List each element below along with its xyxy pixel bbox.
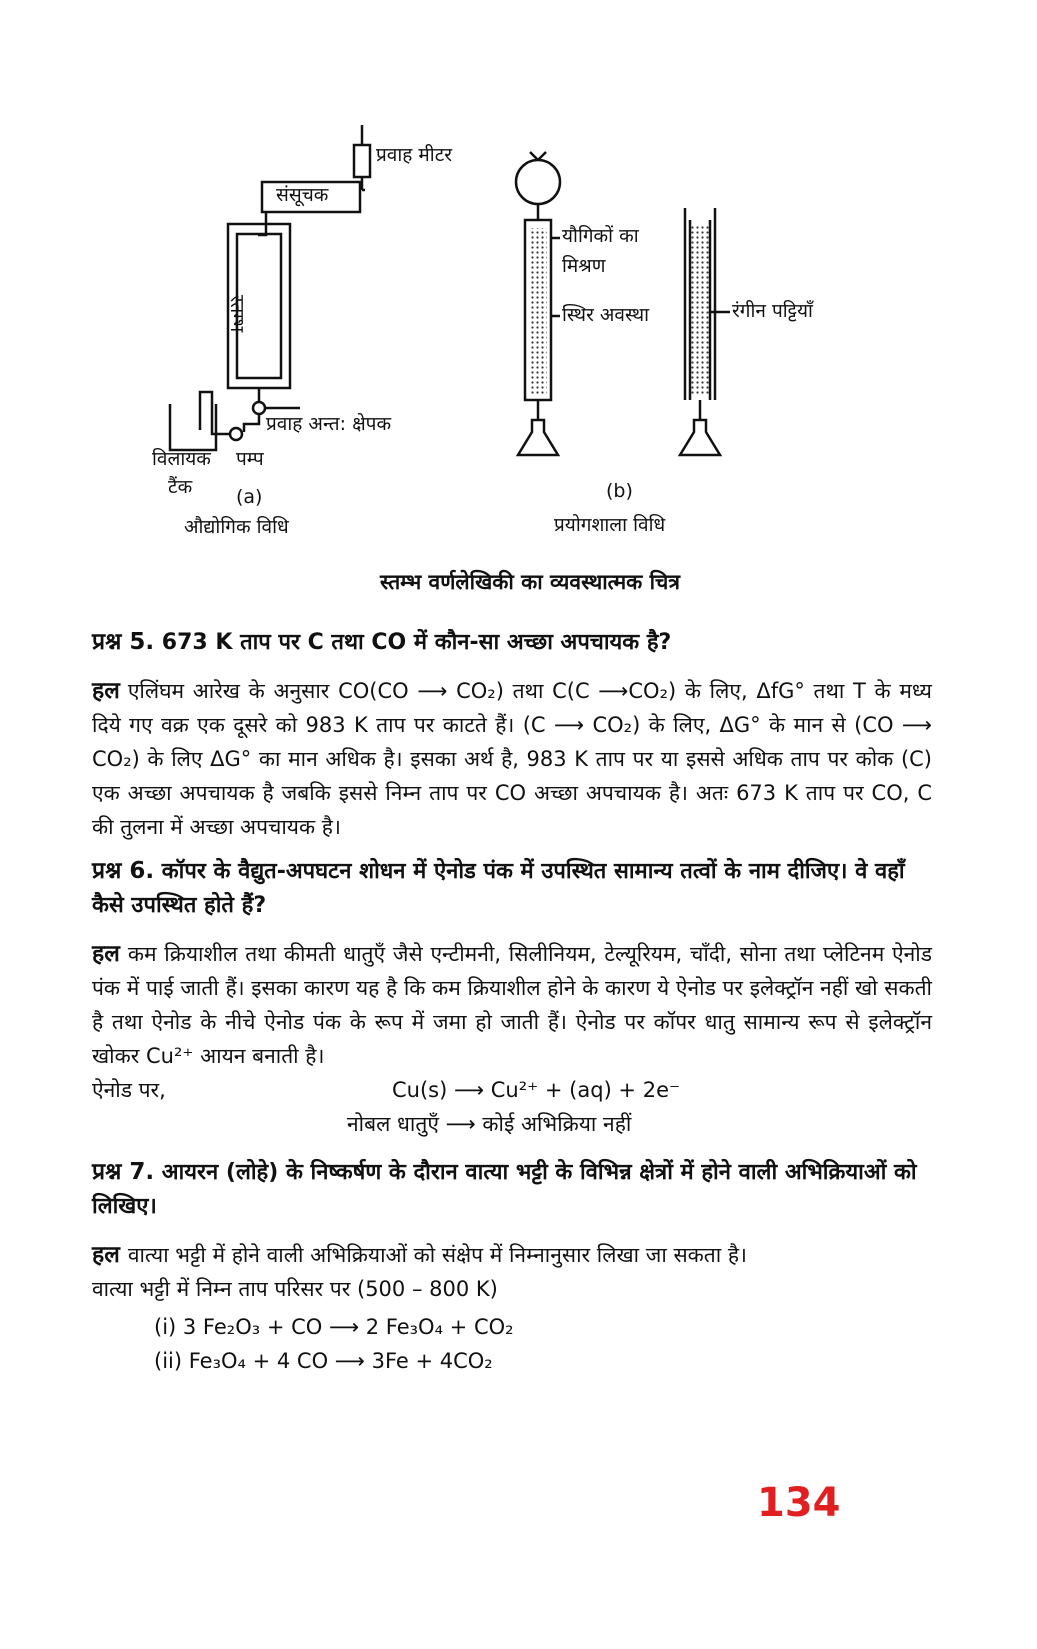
flask-1 (518, 420, 558, 455)
flow-meter-shape (354, 145, 370, 177)
question-7 (92, 1155, 932, 1224)
tank-shape (170, 404, 216, 450)
answer-5-text: एलिंघम आरेख के अनुसार CO(CO ⟶ CO₂) तथा C(C ⟶CO₂) के लिए, ΔfG° तथा T के मध्य दिये गए वक्र एक दूसरे को 983 K ताप पर काटते हैं। (C ⟶ CO₂) के लिए, ΔG° के मान से (CO ⟶ CO₂) के लिए ΔG° का मान अधिक है। इसका अर्थ है, 983 K ताप पर या इससे अधिक ताप पर कोक (C) एक अच्छा अपचायक है जबकि इससे निम्न ताप पर CO अच्छा अपचायक है। अतः 673 K ताप पर CO, C की तुलना में अच्छा अपचायक है। (92, 679, 932, 839)
answer-6-text: कम क्रियाशील तथा कीमती धातुएँ जैसे एन्टीमनी, सिलीनियम, टेल्यूरियम, चाँदी, सोना तथा प्लेटिनम ऐनोड पंक में पाई जाती हैं। इसका कारण यह है कि कम क्रियाशील होने के कारण ये ऐनोड पर इलेक्ट्रॉन नहीं खो सकती है तथा ऐनोड के नीचे ऐनोड पंक के रूप में जमा हो जाती हैं। ऐनोड पर कॉपर धातु सामान्य रूप से इलेक्ट्रॉन खोकर Cu²⁺ आयन बनाती है। (92, 942, 932, 1068)
funnel-bulb (516, 160, 560, 204)
answer-6-hal: हल (92, 941, 120, 967)
mixture-label-2: मिश्रण (562, 255, 606, 277)
question-5-number: प्रश्न 5. (92, 629, 155, 655)
question-7-number: प्रश्न 7. (92, 1159, 155, 1185)
page-content (92, 625, 932, 1378)
question-5 (92, 625, 932, 660)
answer-5 (92, 674, 932, 844)
anode-equation: Cu(s) ⟶ Cu²⁺ + (aq) + 2e⁻ (392, 1078, 681, 1102)
reaction-list (92, 1310, 932, 1378)
flow-injector-label: प्रवाह अन्त: क्षेपक (266, 413, 392, 435)
anode-equation-line (92, 1073, 932, 1107)
answer-7-text: वात्या भट्टी में होने वाली अभिक्रियाओं को संक्षेप में निम्नानुसार लिखा जा सकता है। (127, 1243, 747, 1267)
reaction-ii: (ii) Fe₃O₄ + 4 CO ⟶ 3Fe + 4CO₂ (154, 1349, 493, 1373)
question-7-text: आयरन (लोहे) के निष्कर्षण के दौरान वात्या भट्टी के विभिन्न क्षेत्रों में होने वाली अभिक्रियाओं को लिखिए। (92, 1160, 917, 1219)
colored-bands-label: रंगीन पट्टियाँ (732, 300, 813, 322)
panel-a-caption: औद्योगिक विधि (184, 516, 289, 538)
page-number: 134 (757, 1480, 841, 1526)
anode-label: ऐनोड पर, (92, 1078, 166, 1102)
pump-shape (230, 428, 242, 440)
answer-6 (92, 937, 932, 1073)
flask-2 (680, 420, 720, 455)
answer-7 (92, 1238, 932, 1272)
question-6 (92, 854, 932, 923)
injector-valve-shape (253, 402, 265, 414)
mixture-label-1: यौगिकों का (562, 225, 639, 247)
figure-title: स्तम्भ वर्णलेखिकी का व्यवस्थात्मक चित्र (380, 570, 680, 594)
stationary-phase-label: स्थिर अवस्था (562, 304, 650, 326)
panel-b-caption: प्रयोगशाला विधि (554, 514, 666, 536)
question-5-text: 673 K ताप पर C तथा CO में कौन-सा अच्छा अपचायक है? (161, 630, 672, 655)
question-6-text: कॉपर के वैद्युत-अपघटन शोधन में ऐनोड पंक में उपस्थित सामान्य तत्वों के नाम दीजिए। वे वहाँ कैसे उपस्थित होते हैं? (92, 859, 905, 918)
reaction-i: (i) 3 Fe₂O₃ + CO ⟶ 2 Fe₃O₄ + CO₂ (154, 1315, 514, 1339)
answer-7-hal: हल (92, 1242, 120, 1268)
flow-meter-label: प्रवाह मीटर (376, 144, 453, 166)
tank-label: टैंक (168, 476, 193, 498)
panel-b-tag: (b) (606, 480, 633, 502)
column-label: स्तम्भ (226, 295, 248, 333)
detector-label: संसूचक (276, 184, 329, 206)
question-6-number: प्रश्न 6. (92, 858, 155, 884)
solvent-label: विलायक (152, 448, 211, 470)
noble-metals-equation: नोबल धातुएँ ⟶ कोई अभिक्रिया नहीं (347, 1112, 632, 1136)
low-temp-range: वात्या भट्टी में निम्न ताप परिसर पर (500 – 800 K) (92, 1277, 498, 1301)
answer-5-hal: हल (92, 678, 120, 704)
pump-label: पम्प (236, 448, 264, 470)
panel-a-tag: (a) (236, 486, 263, 508)
chromatography-figure (140, 120, 920, 600)
